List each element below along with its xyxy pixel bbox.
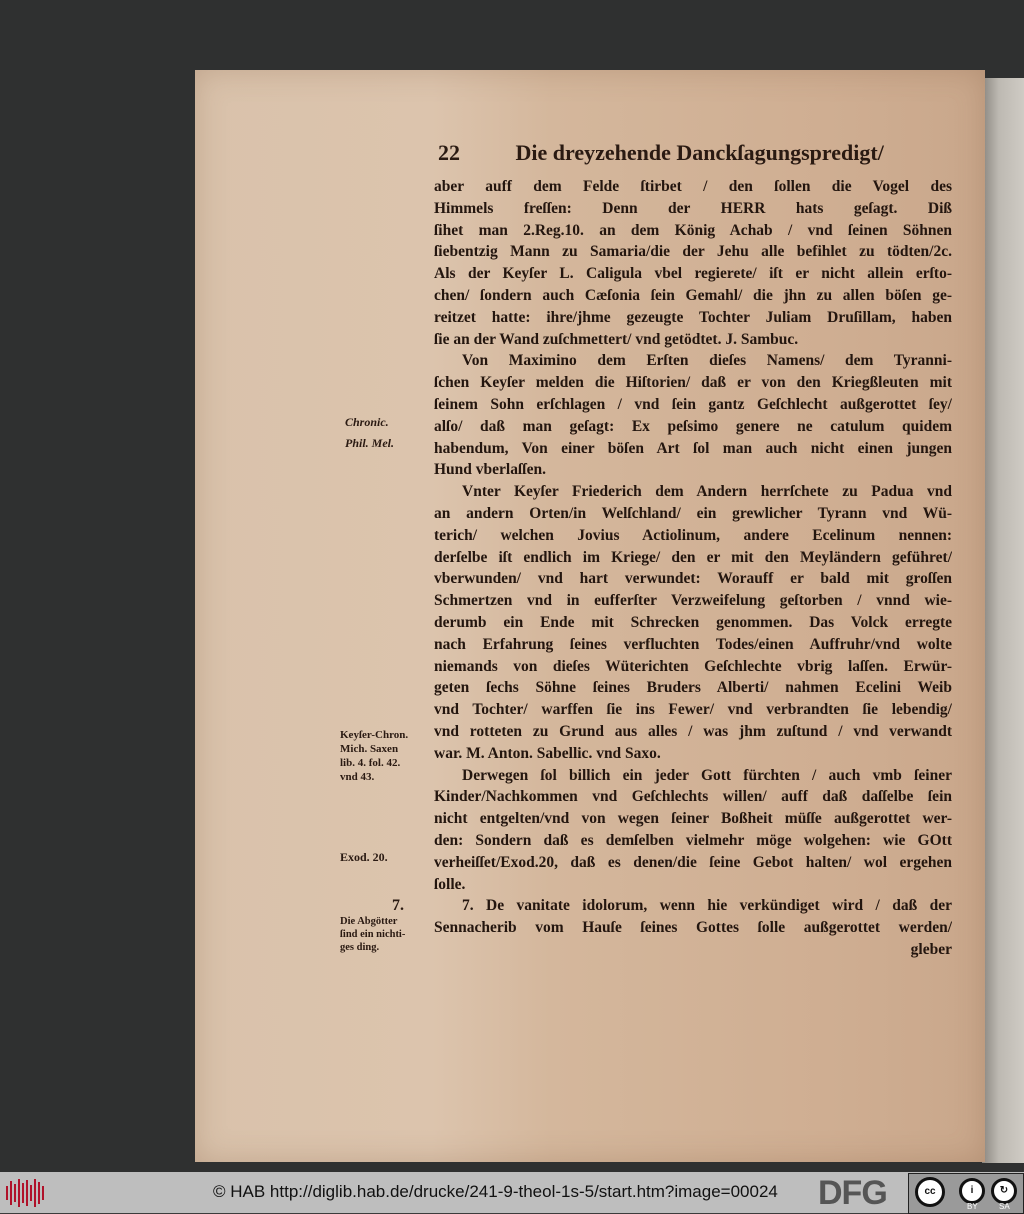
text-line: ſolle. [434,875,466,893]
marginal-note-keyser-chron [340,728,408,784]
text-line: vnd Tochter/ warffen ſie ins Fewer/ vnd verbrandten ſie lebendig/ [434,701,952,719]
text-line: derumb ein Ende mit Schrecken genommen. Das Volck erregte [434,613,952,631]
marginal-number: 7. [392,897,404,914]
text-line: derſelbe iſt endlich im Kriege/ den er mit den Meyländern geführet/ [434,548,952,566]
text-line: Hund vberlaſſen. [434,461,546,479]
cc-icon: cc [915,1177,945,1207]
sa-icon: ↻ [991,1178,1017,1204]
text-line: verheiſſet/Exod.20, daß es denen/die ſeine Gebot halten/ wol ergehen [434,853,952,871]
text-line: habendum, Von einer böſen Art ſol man auch nicht einen jungen [434,439,952,457]
text-line: Derwegen ſol billich ein jeder Gott fürchten / auch vmb ſeiner [462,766,952,784]
sa-label: SA [999,1202,1010,1211]
running-title: Die dreyzehende Danckſagungspredigt/ [515,140,884,165]
text-line: Von Maximino dem Erſten dieſes Namens/ dem Tyranni- [462,352,952,370]
hab-logo-icon [6,1178,46,1208]
text-line: reitzet hatte: ihre/jhme gezeugte Tochter Juliam Druſillam, haben [434,308,952,326]
page-header [438,140,958,166]
text-line: 7. De vanitate idolorum, wenn hie verkündiget wird / daß der [462,897,952,915]
text-line: gleber [910,940,952,958]
text-line: nach Erfahrung ſeines verfluchten Todes/einen Auffruhr/vnd wolte [434,635,952,653]
text-line: alſo/ daß man geſagt: Ex peſsimo genere ne catulum quidem [434,417,952,435]
marginal-line: Phil. Mel. [345,436,395,450]
marginal-note-abgoetter [340,915,405,954]
marginal-line: ſind ein nichti- [340,929,406,940]
text-line: ſihet man 2.Reg.10. an dem König Achab / vnd ſeinen Söhnen [434,221,952,239]
text-line: ſeinem Sohn erſchlagen / vnd ſein gantz Geſchlecht außgerottet ſey/ [434,395,952,413]
by-icon: i [959,1178,985,1204]
text-line: Schmertzen vnd in eufferſter Verzweifelung geſtorben / vnnd wie- [434,592,952,610]
marginal-note-chronic [345,415,394,451]
marginal-line: Chronic. [345,415,389,429]
cc-license-badge[interactable] [908,1173,1024,1214]
page-body [434,176,952,961]
marginal-line: Mich. Saxen [340,743,399,755]
text-line: Als der Keyſer L. Caligula vbel regierete/ iſt er nicht allein erſto- [434,265,952,283]
marginal-note-exod: Exod. 20. [340,850,388,864]
text-line: Kinder/Nachkommen vnd Geſchlechts willen/ auff daß daſſelbe ſein [434,788,952,806]
next-page-edge [982,78,1024,1163]
credit-link[interactable]: © HAB http://diglib.hab.de/drucke/241-9-theol-1s-5/start.htm?image=00024 [213,1182,778,1201]
text-line: den: Sondern daß es demſelben vielmehr möge wolgehen: wie GOtt [434,831,952,849]
text-line: Himmels freſſen: Denn der HERR hats geſagt. Diß [434,199,952,217]
text-line: chen/ ſondern auch Cæſonia ſein Gemahl/ die jhn zu allen böſen ge- [434,286,952,304]
marginal-line: ges ding. [340,942,380,953]
text-line: war. M. Anton. Sabellic. vnd Saxo. [434,744,661,762]
marginal-line: lib. 4. fol. 42. [340,757,401,769]
marginal-line: Keyſer-Chron. [340,729,409,741]
text-line: nicht entgelten/vnd von wegen ſeiner Boßheit müſſe außgerottet wer- [434,810,952,828]
text-line: an andern Orten/in Welſchland/ ein grewlicher Tyrann vnd Wü- [434,504,952,522]
text-line: aber auff dem Felde ſtirbet / den ſollen die Vogel des [434,178,952,195]
text-line: vberwunden/ vnd hart verwundet: Worauff er bald mit groſſen [434,570,952,588]
text-line: ſchen Keyſer melden die Hiſtorien/ daß er von den Kriegßleuten mit [434,374,952,392]
text-line: geten ſechs Söhne ſeines Bruders Alberti/ nahmen Ecelini Weib [434,679,952,697]
footer-bar [0,1172,1024,1213]
text-line: Sennacherib vom Hauſe ſeines Gottes ſolle außgerottet werden/ [434,919,952,937]
text-line: ſiebentzig Mann zu Samaria/die der Jehu alle befihlet zu tödten/2c. [434,243,952,261]
page-number: 22 [438,140,460,165]
marginal-line: Die Abgötter [340,916,398,927]
text-line: ſie an der Wand zuſchmettert/ vnd getödtet. J. Sambuc. [434,330,799,348]
text-line: Vnter Keyſer Friederich dem Andern herrſchete zu Padua vnd [462,483,952,501]
dfg-logo: DFG [818,1174,887,1212]
by-label: BY [967,1202,978,1211]
text-line: niemands von dieſes Wüterichten Geſchlechte vbrig laſſen. Erwür- [434,657,952,675]
text-line: terich/ welchen Jovius Actiolinum, andere Ecelinum nennen: [434,526,952,544]
text-line: vnd rotteten zu Grund aus alles / was jhm zuſtund / vnd verwandt [434,722,952,740]
marginal-line: vnd 43. [340,771,375,783]
